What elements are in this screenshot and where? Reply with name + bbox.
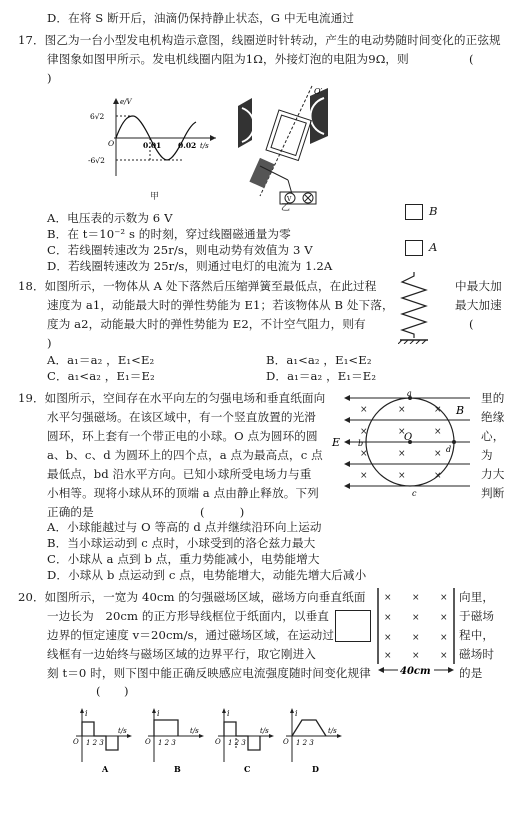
svg-text:×: × xyxy=(384,613,392,623)
box-b xyxy=(405,204,423,220)
q19-line6: 小相等。现将小球从环的顶端 a 点由静止释放。下列 xyxy=(47,486,319,500)
q17-graph-origin: O xyxy=(108,139,115,148)
q19-field-figure xyxy=(330,388,478,500)
q17-option-d: D．若线圈转速改为 25r/s，则通过电灯的电流为 1.2A xyxy=(47,259,333,273)
svg-text:×: × xyxy=(440,613,448,623)
svg-text:×: × xyxy=(398,449,406,459)
q18-stem-line1: 18．如图所示，一物体从 A 处下落然后压缩弹簧至最低点，在此过程 xyxy=(18,279,377,293)
box-a xyxy=(405,240,423,256)
svg-text:×: × xyxy=(360,427,368,437)
q17-gen-label: O′ xyxy=(314,87,323,96)
graph-d-ts: t/s xyxy=(328,727,337,735)
q18-option-d: D．a₁＝a₂ ，E₁＝E₂ xyxy=(266,369,377,383)
graph-c-o: O xyxy=(215,738,221,746)
q19-fig-E: E xyxy=(332,436,341,449)
q20-line2: 一边长为 20cm 的正方形导线框位于纸面内，以垂直 xyxy=(47,609,329,623)
q20-right1: 向里， xyxy=(459,590,495,604)
q18-bracket-close: ) xyxy=(47,336,52,350)
q18-right-line3: ( xyxy=(469,317,474,331)
q19-fig-d: d xyxy=(446,445,452,454)
q17-bracket-open: ( xyxy=(469,52,474,66)
q19-right5: 力大 xyxy=(481,467,505,481)
graph-d xyxy=(283,708,342,774)
q19-right2: 绝缘 xyxy=(481,410,505,424)
q17-generator-figure xyxy=(230,84,350,212)
q19-fig-a: a xyxy=(407,389,412,398)
graph-a-o: O xyxy=(73,738,79,746)
q19-right4: 为 xyxy=(481,448,493,462)
svg-text:V: V xyxy=(287,196,292,203)
q20-line1: 20．如图所示，一宽为 40cm 的匀强磁场区域，磁场方向垂直纸面 xyxy=(18,590,366,604)
svg-text:×: × xyxy=(412,593,420,603)
q17-graph-t1: 0.01 xyxy=(143,141,162,150)
q17-option-c: C．若线圈转速改为 25r/s，则电动势有效值为 3 V xyxy=(47,243,313,257)
q19-paren: ( ) xyxy=(200,505,245,519)
q18-option-a: A．a₁＝a₂ ，E₁<E₂ xyxy=(47,353,155,367)
svg-text:×: × xyxy=(440,651,448,661)
svg-text:×: × xyxy=(398,427,406,437)
svg-text:×: × xyxy=(360,471,368,481)
q19-line5: 最低点，bd 沿水平方向。已知小球所受电场力与重 xyxy=(47,467,312,481)
box-b-label: B xyxy=(429,204,438,218)
q17-stem-line2: 律图象如图甲所示。发电机线圈内阻为1Ω，外接灯泡的电阻为9Ω，则 xyxy=(47,52,409,66)
spring-figure xyxy=(398,272,430,344)
svg-text:×: × xyxy=(360,449,368,459)
graph-a xyxy=(73,708,132,774)
svg-text:×: × xyxy=(412,651,420,661)
q19-line2: 水平匀强磁场。在该区域中，有一个竖直放置的光滑 xyxy=(47,410,316,424)
svg-text:×: × xyxy=(384,651,392,661)
q19-fig-B: B xyxy=(456,404,465,417)
graph-b xyxy=(145,708,204,774)
graph-b-ts: t/s xyxy=(190,727,199,735)
q18-stem-line2: 速度为 a1，动能最大时的弹性势能为 E1；若该物体从 B 处下落， xyxy=(47,298,394,312)
square-loop xyxy=(335,610,371,642)
graph-d-ticks: 1 2 3 xyxy=(296,739,314,747)
q19-option-a: A．小球能越过与 O 等高的 d 点并继续沿环向上运动 xyxy=(47,520,322,534)
graph-c-label: C xyxy=(244,764,251,774)
svg-text:×: × xyxy=(398,471,406,481)
graph-d-o: O xyxy=(283,738,289,746)
q20-width-label: 40cm xyxy=(400,666,431,677)
q19-right6: 判断 xyxy=(481,486,505,500)
q17-graph-ymin: -6√2 xyxy=(88,156,105,165)
q17-option-a: A．电压表的示数为 6 V xyxy=(47,211,173,225)
q17-option-b: B．在 t＝10⁻² s 的时刻，穿过线圈磁通量为零 xyxy=(47,227,291,241)
graph-c-ticks: 1 2 3 xyxy=(228,739,246,747)
svg-text:×: × xyxy=(360,405,368,415)
q17-graph-t2: 0.02 xyxy=(178,141,197,150)
graph-a-i: i xyxy=(85,709,88,718)
graph-b-i: i xyxy=(157,709,160,718)
svg-text:×: × xyxy=(398,405,406,415)
graph-a-label: A xyxy=(102,764,109,774)
box-a-label: A xyxy=(429,240,438,254)
q19-line7: 正确的是 xyxy=(47,505,94,519)
svg-text:×: × xyxy=(434,427,442,437)
q20-right3: 程中， xyxy=(459,628,495,642)
q18-right-line1: 中最大加 xyxy=(455,279,502,293)
q20-line5: 刻 t＝0 时，则下图中能正确反映感应电流强度随时间变化规律 xyxy=(47,666,371,680)
svg-text:×: × xyxy=(440,593,448,603)
q17-emf-graph xyxy=(88,96,220,178)
q19-option-d: D．小球从 b 点运动到 c 点，电势能增大，动能先增大后减小 xyxy=(47,568,367,582)
q17-stem-line1: 17．图乙为一台小型发电机构造示意图，线圈逆时针转动，产生的电动势随时间变化的正弦规 xyxy=(18,33,501,47)
q17-caption-yi: 乙 xyxy=(281,203,291,213)
svg-text:×: × xyxy=(434,449,442,459)
q17-graph-ymax: 6√2 xyxy=(90,112,105,121)
q18-right-line2: 最大加速 xyxy=(455,298,502,312)
svg-text:×: × xyxy=(434,471,442,481)
graph-a-ts: t/s xyxy=(118,727,127,735)
q19-line3: 圆环，环上套有一个带正电的小球。O 点为圆环的圆 xyxy=(47,429,318,443)
q20-line3: 边界的恒定速度 v＝20cm/s，通过磁场区域，在运动过 xyxy=(47,628,335,642)
graph-c-i: i xyxy=(227,709,230,718)
svg-text:×: × xyxy=(440,633,448,643)
q17-bracket-close: ) xyxy=(47,71,52,85)
q17-graph-yunit: e/V xyxy=(120,98,132,106)
q19-fig-c: c xyxy=(412,489,417,498)
q20-paren: ( ) xyxy=(96,684,129,698)
graph-d-i: i xyxy=(295,709,298,718)
q20-right4: 磁场时 xyxy=(459,647,495,661)
q20-right2: 于磁场 xyxy=(459,609,495,623)
svg-text:×: × xyxy=(434,405,442,415)
q19-line1: 19．如图所示，空间存在水平向左的匀强电场和垂直纸面向 xyxy=(18,391,326,405)
graph-c xyxy=(215,708,274,774)
svg-text:×: × xyxy=(384,633,392,643)
q19-option-b: B．当小球运动到 c 点时，小球受到的洛仑兹力最大 xyxy=(47,536,316,550)
q19-line4: a、b、c、d 为圆环上的四个点，a 点为最高点，c 点 xyxy=(47,448,323,462)
graph-b-label: B xyxy=(174,764,181,774)
q20-graphs xyxy=(72,706,342,776)
svg-text:×: × xyxy=(412,633,420,643)
q20-line4: 线框有一边始终与磁场区域的边界平行，取它刚进入 xyxy=(47,647,316,661)
q18-option-c: C．a₁<a₂ ，E₁＝E₂ xyxy=(47,369,155,383)
q17-caption-jia: 甲 xyxy=(150,192,160,202)
q19-fig-b: b xyxy=(358,439,364,448)
q17-graph-xunit: t/s xyxy=(200,142,209,150)
graph-d-label: D xyxy=(312,764,319,774)
graph-c-ts: t/s xyxy=(260,727,269,735)
graph-a-ticks: 1 2 3 xyxy=(86,739,104,747)
q20-right5: 的是 xyxy=(459,666,483,680)
q19-right3: 心， xyxy=(481,429,505,443)
q16-option-d: D．在将 S 断开后，油滴仍保持静止状态，G 中无电流通过 xyxy=(47,11,355,25)
q20-field-figure xyxy=(374,586,458,678)
graph-b-o: O xyxy=(145,738,151,746)
q18-stem-line3: 度为 a2，动能最大时的弹性势能为 E2，不计空气阻力，则有 xyxy=(47,317,366,331)
svg-text:×: × xyxy=(412,613,420,623)
q18-option-b: B．a₁<a₂ ，E₁<E₂ xyxy=(266,353,372,367)
svg-text:×: × xyxy=(384,593,392,603)
q19-fig-O: O xyxy=(404,432,413,443)
graph-b-ticks: 1 2 3 xyxy=(158,739,176,747)
q19-right1: 里的 xyxy=(481,391,505,405)
q19-option-c: C．小球从 a 点到 b 点，重力势能减小，电势能增大 xyxy=(47,552,320,566)
